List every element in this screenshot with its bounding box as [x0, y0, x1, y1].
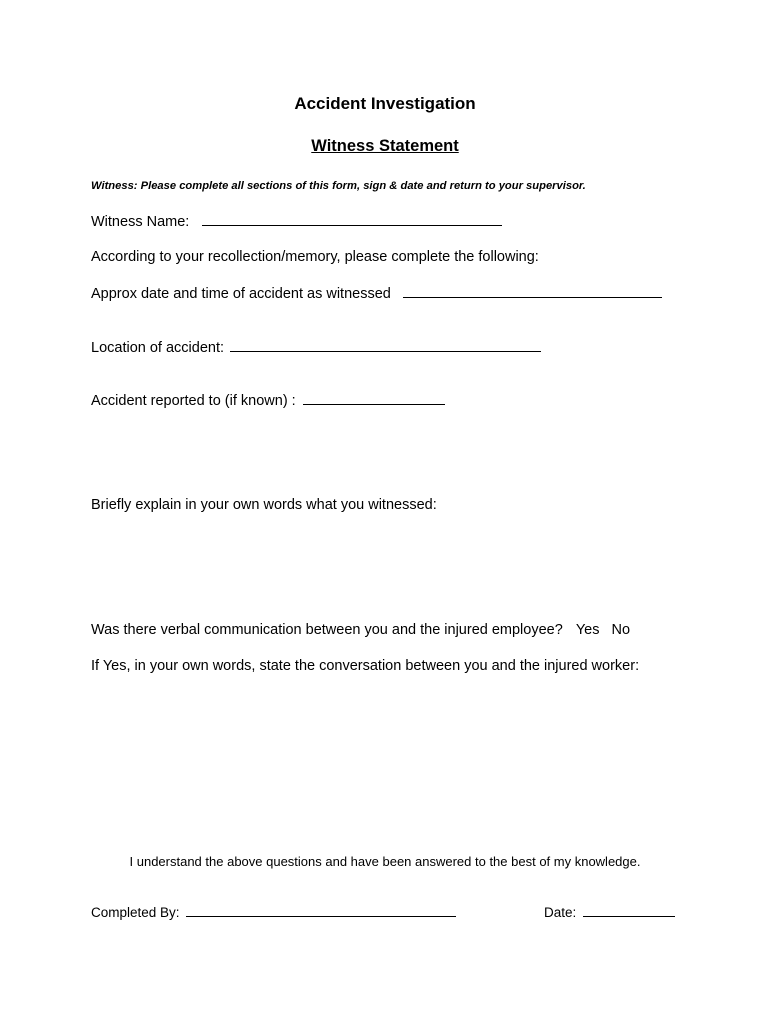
recollection-prompt: According to your recollection/memory, please complete the following: — [91, 249, 539, 265]
reported-to-field[interactable] — [303, 391, 445, 405]
witness-name-label: Witness Name: — [91, 214, 190, 230]
approx-datetime-row — [91, 284, 662, 303]
acknowledgement-text: I understand the above questions and have been answered to the best of my knowledge. — [129, 854, 641, 869]
location-label: Location of accident: — [91, 340, 225, 356]
conversation-prompt: If Yes, in your own words, state the conversation between you and the injured worker: — [91, 658, 640, 674]
form-subtitle-text: Witness Statement — [311, 137, 459, 155]
location-row — [91, 338, 541, 357]
verbal-yes-option[interactable]: Yes — [575, 622, 600, 638]
completed-by-label: Completed By: — [91, 905, 180, 920]
date-label: Date: — [544, 905, 577, 920]
verbal-question-label: Was there verbal communication between you and the injured employee? — [91, 622, 563, 638]
completed-by-row — [91, 903, 456, 922]
form-instruction: Witness: Please complete all sections of this form, sign & date and return to your supervisor. — [91, 180, 586, 192]
explain-prompt: Briefly explain in your own words what you witnessed: — [91, 497, 437, 513]
reported-to-label: Accident reported to (if known) : — [91, 393, 296, 409]
location-field[interactable] — [230, 338, 541, 352]
completed-by-field[interactable] — [186, 903, 456, 917]
approx-datetime-label: Approx date and time of accident as witnessed — [91, 286, 391, 302]
witness-name-field[interactable] — [202, 212, 502, 226]
approx-datetime-field[interactable] — [403, 284, 662, 298]
date-row — [544, 903, 675, 922]
verbal-no-option[interactable]: No — [611, 622, 631, 638]
witness-name-row — [91, 212, 502, 231]
date-field[interactable] — [583, 903, 675, 917]
verbal-question-row — [91, 621, 630, 639]
reported-to-row — [91, 391, 445, 410]
form-subtitle — [0, 136, 770, 156]
form-title: Accident Investigation — [294, 94, 476, 113]
